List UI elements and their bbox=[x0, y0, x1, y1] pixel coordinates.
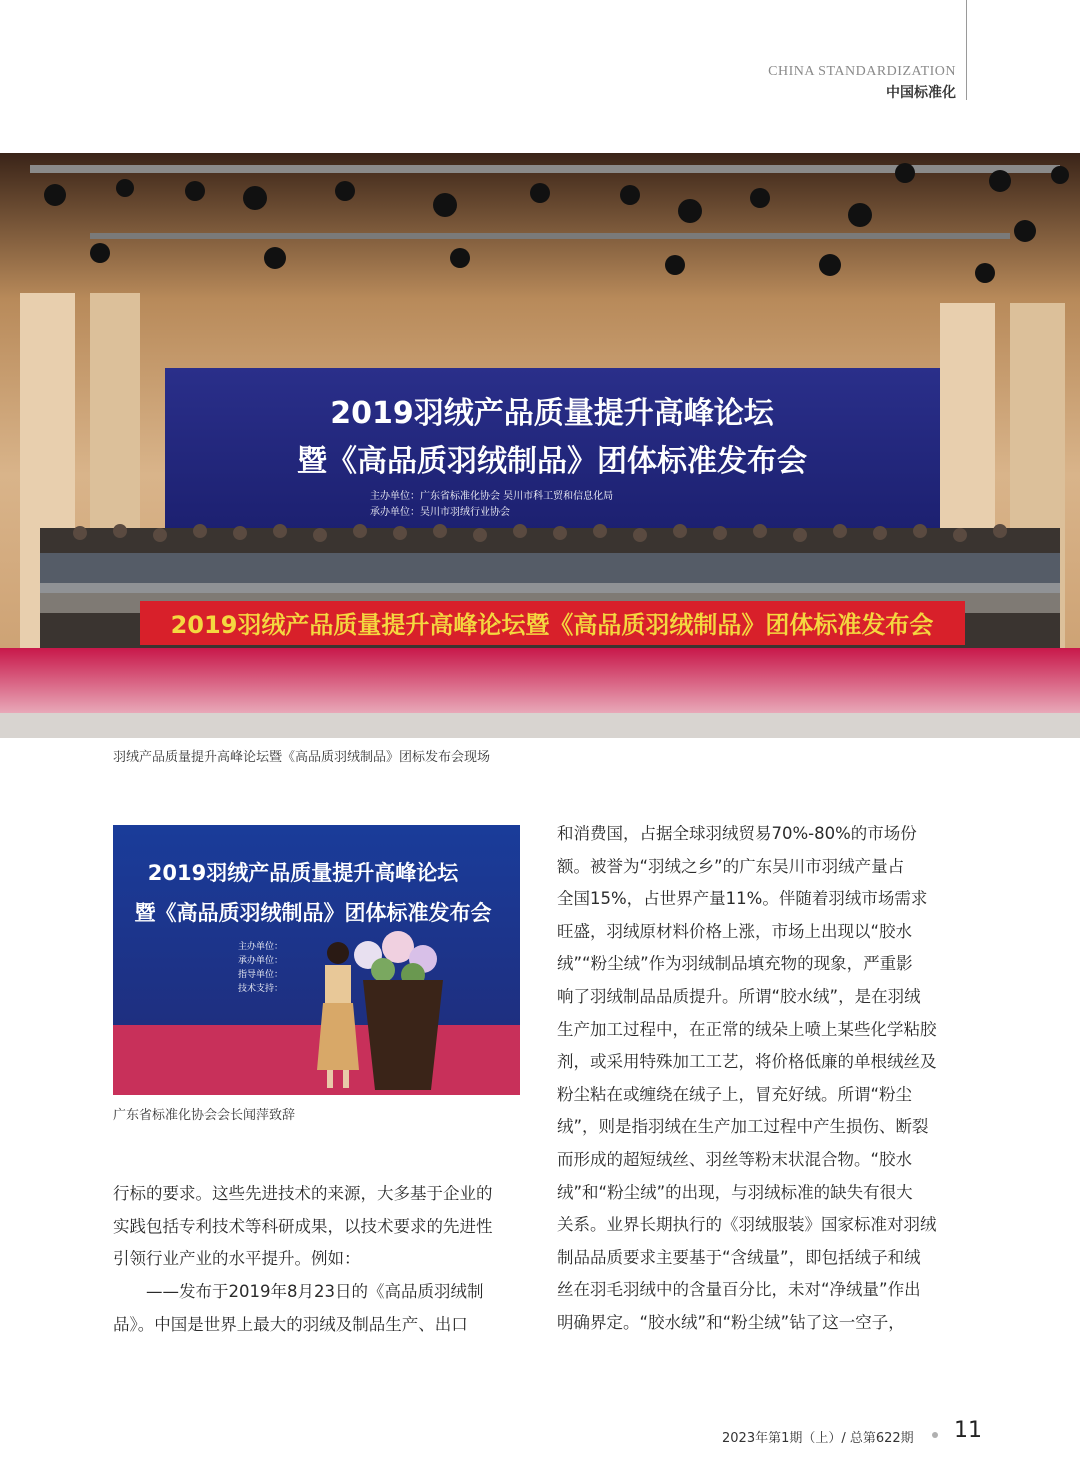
text-line: 粉尘粘在或缠绕在绒子上，冒充好绒。所谓“粉尘 bbox=[557, 1084, 913, 1104]
speaker-photo bbox=[113, 825, 520, 1095]
text-line: 额。被誉为“羽绒之乡”的广东吴川市羽绒产量占 bbox=[557, 856, 905, 876]
text-line: 丝在羽毛羽绒中的含量百分比，未对“净绒量”作出 bbox=[557, 1280, 921, 1300]
text-line: 引领行业产业的水平提升。例如： bbox=[113, 1249, 361, 1269]
page-number: 11 bbox=[954, 1418, 982, 1443]
text-line: 关系。业界长期执行的《羽绒服装》国家标准对羽绒 bbox=[557, 1215, 937, 1235]
text-line: 旺盛，羽绒原材料价格上涨，市场上出现以“胶水 bbox=[557, 921, 913, 941]
text-line: 行标的要求。这些先进技术的来源，大多基于企业的 bbox=[113, 1184, 493, 1203]
screen-title-line2: 暨《高品质羽绒制品》团体标准发布会 bbox=[297, 444, 807, 479]
text-line: 生产加工过程中，在正常的绒朵上喷上某些化学粘胶 bbox=[557, 1019, 937, 1039]
text-line: 剂，或采用特殊加工工艺，将价格低廉的单根绒丝及 bbox=[557, 1052, 937, 1072]
speaker-screen-line1: 2019羽绒产品质量提升高峰论坛 bbox=[147, 861, 459, 885]
left-paragraph-1 bbox=[113, 1178, 523, 1276]
text-line: ——发布于2019年8月23日的《高品质羽绒制 bbox=[146, 1282, 484, 1301]
text-line: 实践包括专利技术等科研成果，以技术要求的先进性 bbox=[113, 1216, 493, 1236]
text-line: 而形成的超短绒丝、羽丝等粉末状混合物。“胶水 bbox=[557, 1149, 913, 1169]
info-label-host: 承办单位： bbox=[238, 956, 284, 966]
header-divider bbox=[966, 0, 967, 100]
speaker-screen-line2: 暨《高品质羽绒制品》团体标准发布会 bbox=[134, 901, 492, 925]
text-line: 明确界定。“胶水绒”和“粉尘绒”钻了这一空子， bbox=[557, 1312, 905, 1332]
banner-text: 2019羽绒产品质量提升高峰论坛暨《高品质羽绒制品》团体标准发布会 bbox=[170, 611, 934, 639]
info-label-tech: 技术支持： bbox=[238, 984, 284, 994]
magazine-title-en: CHINA STANDARDIZATION bbox=[768, 64, 956, 79]
photo-caption-1: 羽绒产品质量提升高峰论坛暨《高品质羽绒制品》团标发布会现场 bbox=[113, 750, 491, 765]
text-line: 和消费国，占据全球羽绒贸易70%-80%的市场份 bbox=[557, 824, 917, 843]
podium bbox=[363, 980, 443, 1090]
info-label-guide: 指导单位： bbox=[238, 970, 284, 980]
right-paragraph bbox=[557, 818, 967, 1340]
photo-caption-2: 广东省标准化协会会长闻萍致辞 bbox=[113, 1108, 296, 1123]
footer-dot bbox=[932, 1432, 938, 1438]
text-line: 绒”“粉尘绒”作为羽绒制品填充物的现象，严重影 bbox=[557, 954, 913, 974]
text-line: 制品品质要求主要基于“含绒量”，即包括绒子和绒 bbox=[557, 1247, 921, 1267]
text-line: 绒”，则是指羽绒在生产加工过程中产生损伤、断裂 bbox=[557, 1117, 929, 1137]
screen-info-host: 承办单位：吴川市羽绒行业协会 bbox=[370, 507, 510, 518]
text-line: 品》。中国是世界上最大的羽绒及制品生产、出口 bbox=[113, 1314, 468, 1334]
text-line: 全国15%，占世界产量11%。伴随着羽绒市场需求 bbox=[557, 889, 928, 909]
text-line: 绒”和“粉尘绒”的出现，与羽绒标准的缺失有很大 bbox=[557, 1182, 913, 1202]
screen-info-organizer: 主办单位：广东省标准化协会 吴川市科工贸和信息化局 bbox=[370, 491, 614, 502]
magazine-title-cn: 中国标准化 bbox=[886, 85, 956, 101]
issue-info: 2023年第1期（上）/ 总第622期 bbox=[722, 1431, 914, 1446]
group-photo bbox=[0, 153, 1080, 738]
info-label-organizer: 主办单位： bbox=[238, 942, 284, 952]
text-line: 响了羽绒制品品质提升。所谓“胶水绒”，是在羽绒 bbox=[557, 986, 921, 1006]
screen-title-line1: 2019羽绒产品质量提升高峰论坛 bbox=[330, 396, 774, 431]
left-paragraph-2 bbox=[113, 1276, 523, 1341]
